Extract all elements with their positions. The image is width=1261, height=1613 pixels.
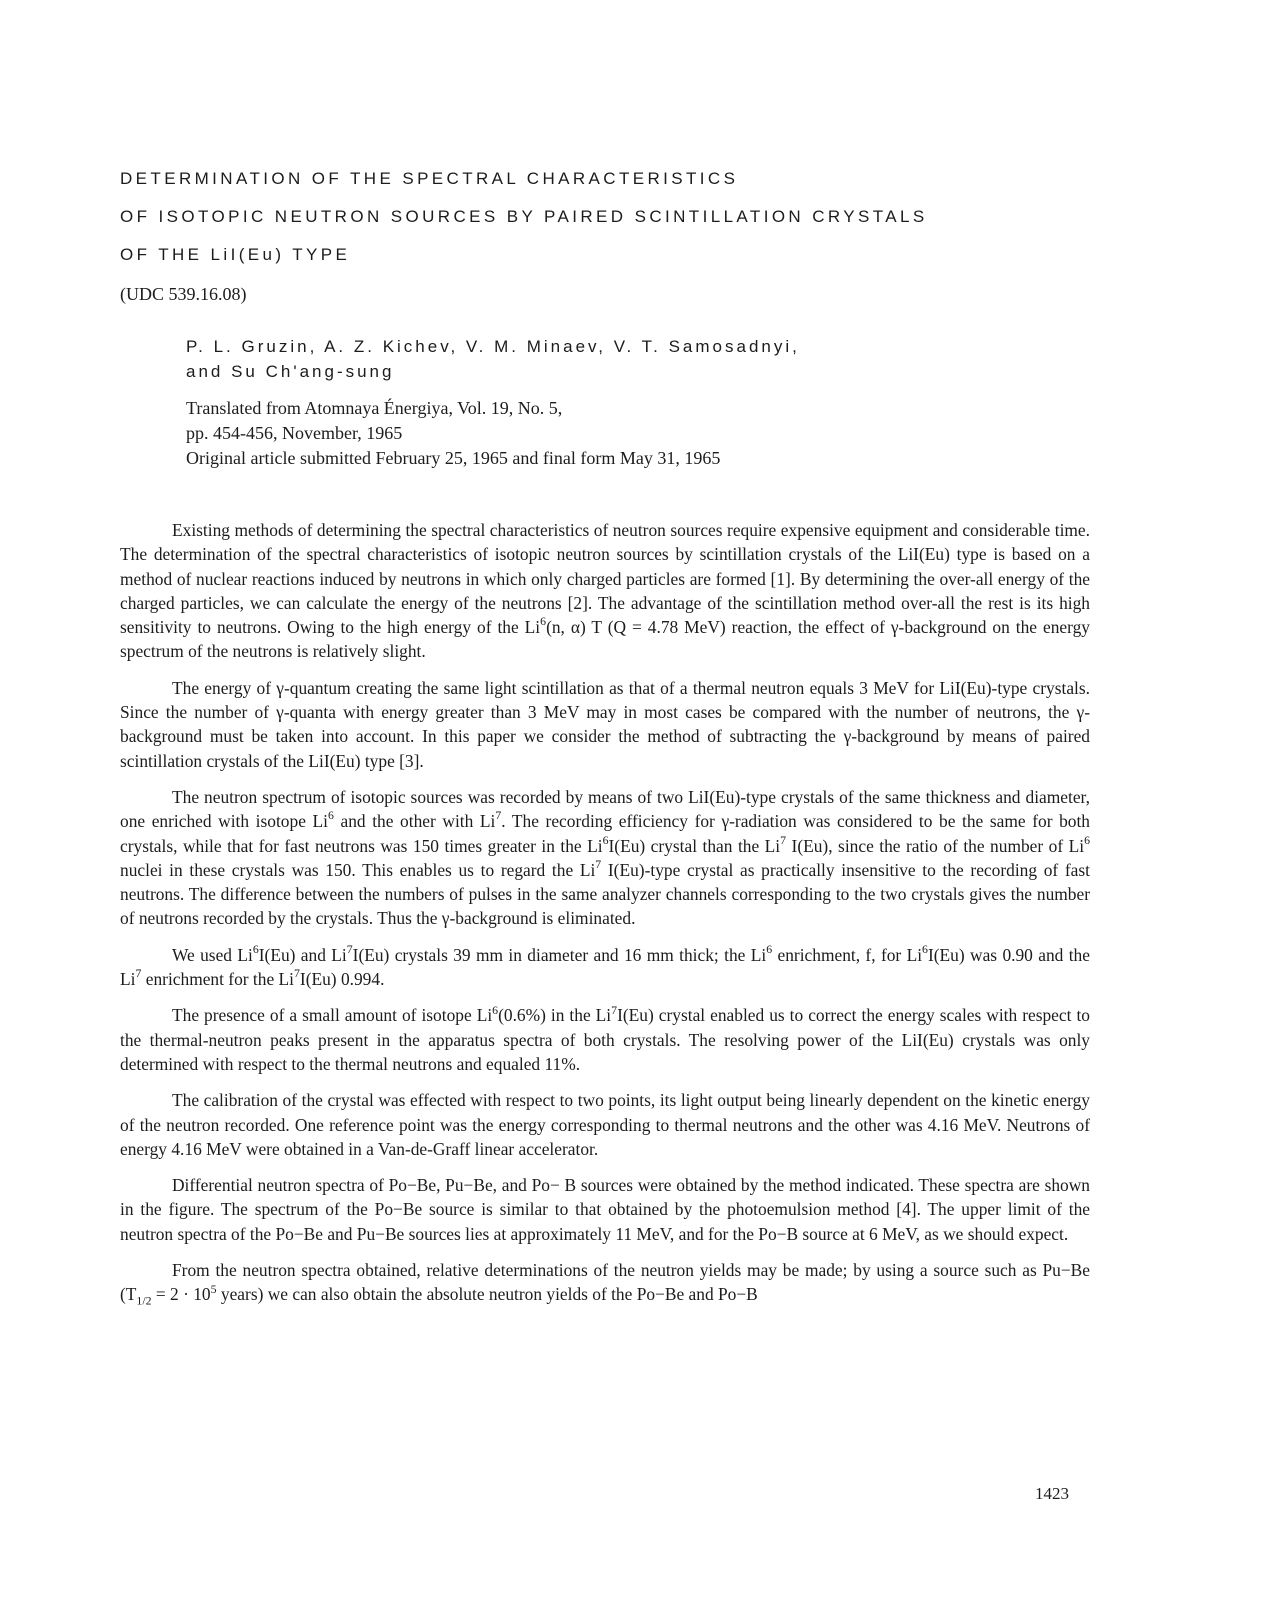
title-line-1: DETERMINATION OF THE SPECTRAL CHARACTERISTICS <box>120 169 739 188</box>
udc-code: (UDC 539.16.08) <box>120 284 247 304</box>
translation-line-1: Translated from Atomnaya Énergiya, Vol. 19, No. 5, <box>186 398 563 418</box>
paragraph-5: The presence of a small amount of isotope Li$^6$(0.6%) in the Li$^7$I(Eu) crystal enabled us to correct the energy scales with respect to the thermal-neutron peaks present in the apparatus spectra of both crystals. The resolving power of the LiI(Eu) crystals was only determined with respect to the thermal neutrons and equaled 11%. <box>120 1002 1090 1074</box>
article-body <box>120 518 1090 1319</box>
translation-line-2: pp. 454-456, November, 1965 <box>186 423 403 443</box>
paragraph-7: Differential neutron spectra of Po−Be, Pu−Be, and Po− B sources were obtained by the method indicated. These spectra are shown in the figure. The spectrum of the Po−Be source is similar to that obtained by the photoemulsion method [4]. The upper limit of the neutron spectra of the Po−Be and Pu−Be sources lies at approximately 11 MeV, and for the Po−B source at 6 MeV, as we should expect. <box>120 1175 1090 1244</box>
paragraph-3: The neutron spectrum of isotopic sources was recorded by means of two LiI(Eu)-type crystals of the same thickness and diameter, one enriched with isotope Li$^6$ and the other with Li$^7$. The recording efficiency for γ-radiation was considered to be the same for both crystals, while that for fast neutrons was 150 times greater in the Li$^6$I(Eu) crystal than the Li$^7$ I(Eu), since the ratio of the number of Li$^6$ nuclei in these crystals was 150. This enables us to regard the Li$^7$ I(Eu)-type crystal as practically insensitive to the recording of fast neutrons. The difference between the numbers of pulses in the same analyzer channels corresponding to the two crystals gives the number of neutrons recorded by the crystals. Thus the γ-background is eliminated. <box>120 786 1091 929</box>
title-line-3: OF THE LiI(Eu) TYPE <box>120 245 351 264</box>
translation-note <box>186 396 720 471</box>
page-number: 1423 <box>1035 1484 1069 1503</box>
article-title <box>120 160 928 274</box>
paragraph-2: The energy of γ-quantum creating the same light scintillation as that of a thermal neutron equals 3 MeV for LiI(Eu)-type crystals. Since the number of γ-quanta with energy greater than 3 MeV may in most cases be compared with the number of neutrons, the γ-background must be taken into account. In this paper we consider the method of subtracting the γ-background by means of paired scintillation crystals of the LiI(Eu) type [3]. <box>120 677 1090 771</box>
title-line-2: OF ISOTOPIC NEUTRON SOURCES BY PAIRED SCINTILLATION CRYSTALS <box>120 207 928 226</box>
author-list <box>186 334 800 384</box>
paragraph-8: From the neutron spectra obtained, relative determinations of the neutron yields may be made; by using a source such as Pu−Be ($T_{1/2} = 2 \cdot 10^5$ years) we can also obtain the absolute neutron yields of the Po−Be and Po−B <box>120 1260 1090 1308</box>
authors-line-1: P. L. Gruzin, A. Z. Kichev, V. M. Minaev, V. T. Samosadnyi, <box>186 337 800 356</box>
paragraph-4: We used Li$^6$I(Eu) and Li$^7$I(Eu) crystals 39 mm in diameter and 16 mm thick; the Li$^6$ enrichment, f, for Li$^6$I(Eu) was 0.90 and the Li$^7$ enrichment for the Li$^7$I(Eu) 0.994. <box>120 941 1090 990</box>
authors-line-2: and Su Ch'ang-sung <box>186 362 395 381</box>
paragraph-6: The calibration of the crystal was effected with respect to two points, its light output being linearly dependent on the kinetic energy of the neutron recorded. One reference point was the energy corresponding to thermal neutrons and the other was 4.16 MeV. Neutrons of energy 4.16 MeV were obtained in a Van-de-Graff linear accelerator. <box>120 1090 1090 1159</box>
translation-line-3: Original article submitted February 25, 1965 and final form May 31, 1965 <box>186 448 721 468</box>
paragraph-1: Existing methods of determining the spectral characteristics of neutron sources require expensive equipment and considerable time. The determination of the spectral characteristics of isotopic neutron sources by scintillation crystals of the LiI(Eu) type is based on a method of nuclear reactions induced by neutrons in which only charged particles are formed [1]. By determining the over-all energy of the charged particles, we can calculate the energy of the neutrons [2]. The advantage of the scintillation method over-all the rest is its high sensitivity to neutrons. Owing to the high energy of the Li$^6$(n, α) T (Q = 4.78 MeV) reaction, the effect of γ-background on the energy spectrum of the neutrons is relatively slight. <box>120 520 1090 662</box>
